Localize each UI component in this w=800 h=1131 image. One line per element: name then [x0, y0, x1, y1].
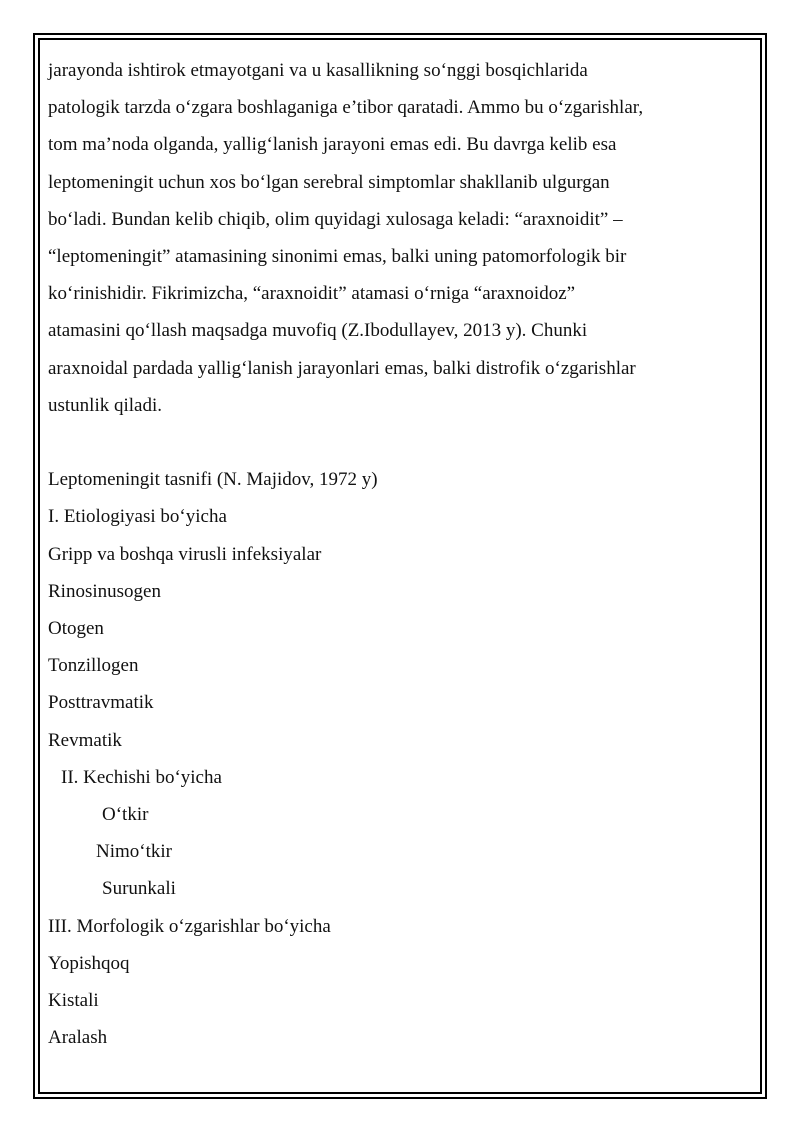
classification-title: Leptomeningit tasnifi (N. Majidov, 1972 y) — [48, 469, 378, 491]
paragraph-line: ko‘rinishidir. Fikrimizcha, “araxnoidit” atamasi o‘rniga “araxnoidoz” — [48, 283, 576, 305]
course-item: Nimo‘tkir — [96, 841, 172, 863]
paragraph-line: “leptomeningit” atamasining sinonimi emas, balki uning patomorfologik bir — [48, 246, 627, 268]
paragraph-line: leptomeningit uchun xos bo‘lgan serebral simptomlar shakllanib ulgurgan — [48, 171, 610, 193]
paragraph-line: atamasini qo‘llash maqsadga muvofiq (Z.Ibodullayev, 2013 y). Chunki — [48, 320, 588, 342]
paragraph-line: bo‘ladi. Bundan kelib chiqib, olim quyidagi xulosaga keladi: “araxnoidit” – — [48, 208, 623, 230]
paragraph-line: tom ma’noda olganda, yallig‘lanish jarayoni emas edi. Bu davrga kelib esa — [48, 134, 617, 156]
course-heading: II. Kechishi bo‘yicha — [61, 766, 222, 788]
morphology-item: Kistali — [48, 990, 99, 1012]
etiology-item: Tonzillogen — [48, 655, 139, 677]
course-item: Surunkali — [102, 878, 176, 900]
paragraph-line: ustunlik qiladi. — [48, 394, 162, 416]
paragraph-line: araxnoidal pardada yallig‘lanish jarayonlari emas, balki distrofik o‘zgarishlar — [48, 357, 636, 379]
morphology-item: Yopishqoq — [48, 952, 130, 974]
etiology-item: Rinosinusogen — [48, 580, 161, 602]
etiology-item: Gripp va boshqa virusli infeksiyalar — [48, 543, 322, 565]
morphology-item: Aralash — [48, 1027, 108, 1049]
classification-section — [48, 461, 738, 1056]
etiology-heading: I. Etiologiyasi bo‘yicha — [48, 506, 227, 528]
blank-line — [48, 424, 738, 461]
paragraph-line: jarayonda ishtirok etmayotgani va u kasallikning so‘nggi bosqichlarida — [48, 60, 588, 81]
morphology-heading: III. Morfologik o‘zgarishlar bo‘yicha — [48, 915, 331, 937]
paragraph-line: patologik tarzda o‘zgara boshlaganiga e’tibor qaratadi. Ammo bu o‘zgarishlar, — [48, 97, 644, 119]
etiology-item: Posttravmatik — [48, 692, 154, 714]
body-paragraph — [48, 52, 738, 424]
course-item: O‘tkir — [102, 804, 149, 826]
etiology-item: Otogen — [48, 618, 104, 640]
document-body — [48, 52, 738, 1056]
etiology-item: Revmatik — [48, 729, 122, 751]
